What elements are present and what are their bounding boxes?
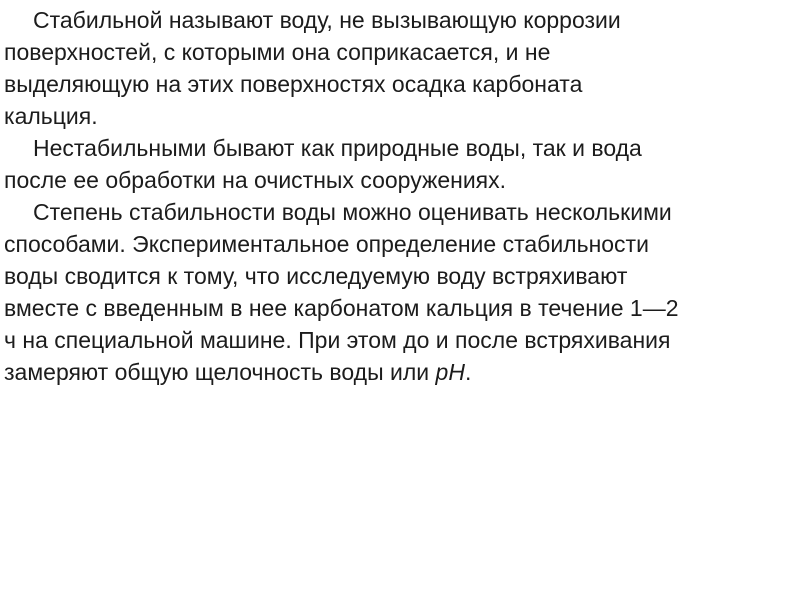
- text-line: ч на специальной машине. При этом до и после встряхивания: [4, 327, 671, 353]
- text-line: выделяющую на этих поверхностях осадка карбоната: [4, 71, 583, 97]
- text-line: поверхностей, с которыми она соприкасается, и не: [4, 39, 551, 65]
- text-line: способами. Экспериментальное определение стабильности: [4, 231, 649, 257]
- italic-term: pH: [435, 359, 465, 385]
- text-line: Стабильной называют воду, не вызывающую коррозии: [33, 7, 621, 33]
- text-line: после ее обработки на очистных сооружениях.: [4, 167, 507, 193]
- text-line: кальция.: [4, 103, 98, 129]
- text-line: замеряют общую щелочность воды или pH.: [4, 359, 472, 385]
- text-line: Нестабильными бывают как природные воды, так и вода: [33, 135, 642, 161]
- text-block: [4, 4, 798, 388]
- text-line: воды сводится к тому, что исследуемую воду встряхивают: [4, 263, 628, 289]
- text-line: вместе с введенным в нее карбонатом кальция в течение 1—2: [4, 295, 679, 321]
- text-line: Степень стабильности воды можно оценивать несколькими: [33, 199, 672, 225]
